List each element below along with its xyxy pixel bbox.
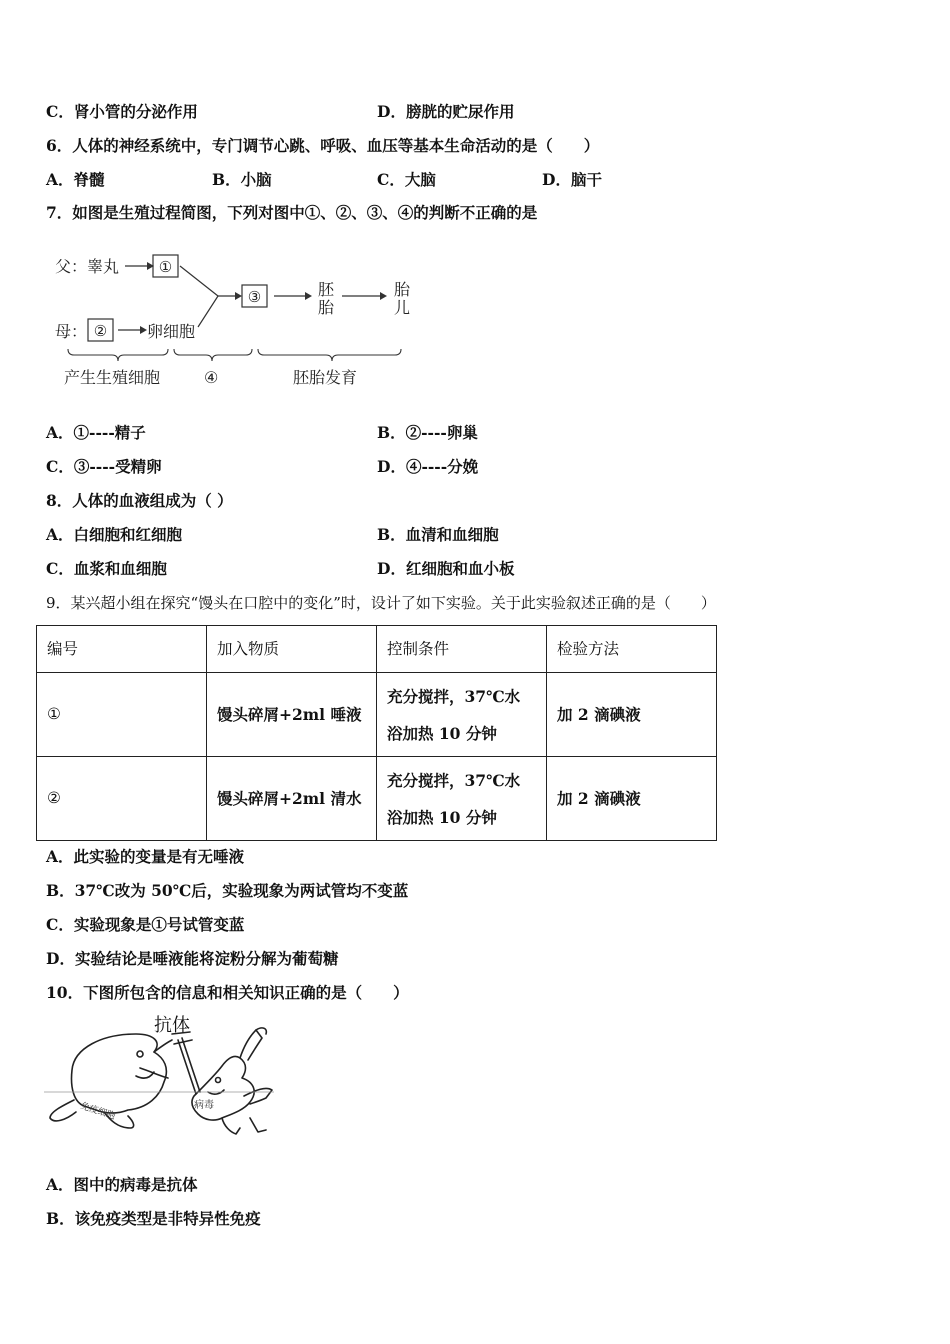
father-testis-label: 父：睾丸 — [55, 257, 120, 276]
immune-cell-label: 免疫细胞 — [79, 1101, 117, 1122]
header-method: 检验方法 — [547, 626, 717, 673]
header-id: 编号 — [37, 626, 207, 673]
q8-stem: 8．人体的血液组成为（ ） — [46, 491, 233, 510]
q9-option-c: C．实验现象是①号试管变蓝 — [46, 915, 245, 934]
q7-option-c: C．③----受精卵 — [46, 457, 162, 476]
row-condition-line-2: 浴加热 10 分钟 — [387, 723, 497, 743]
line-1-merge — [180, 266, 218, 296]
box-3-label: ③ — [247, 288, 262, 306]
q7-option-d: D．④----分娩 — [377, 457, 479, 476]
box-1-label: ① — [158, 258, 173, 276]
table-row — [37, 757, 717, 841]
embryo-label-2: 胎 — [318, 298, 335, 317]
header-substance: 加入物质 — [207, 626, 377, 673]
fetus-label-1: 胎 — [394, 280, 411, 299]
table-row — [37, 673, 717, 757]
q7-option-a: A．①----精子 — [46, 423, 146, 442]
header-condition: 控制条件 — [377, 626, 547, 673]
q7-option-b: B．②----卵巢 — [377, 423, 478, 442]
q9-option-a: A．此实验的变量是有无唾液 — [46, 847, 245, 866]
q6-option-c: C．大脑 — [377, 170, 436, 189]
row-method: 加 2 滴碘液 — [547, 673, 717, 757]
table-header-row — [37, 626, 717, 673]
row-condition-line-1: 充分搅拌，37℃水 — [387, 686, 521, 706]
antibody-label: 抗体 — [154, 1015, 190, 1036]
q5-option-d: D．膀胱的贮尿作用 — [377, 102, 515, 121]
q9-stem: 9．某兴超小组在探究“馒头在口腔中的变化”时，设计了如下实验。关于此实验叙述正确的是（ ） — [46, 594, 716, 612]
experiment-table — [36, 625, 717, 841]
stage-braces — [68, 349, 401, 361]
q5-option-c: C．肾小管的分泌作用 — [46, 102, 198, 121]
q8-option-d: D．红细胞和血小板 — [377, 559, 515, 578]
q6-option-d: D．脑干 — [542, 170, 602, 189]
box-2-label: ② — [93, 322, 108, 340]
mother-label: 母： — [55, 322, 88, 341]
q8-option-c: C．血浆和血细胞 — [46, 559, 167, 578]
reproduction-diagram — [50, 245, 420, 395]
line-egg-merge — [198, 296, 218, 327]
q6-option-b: B．小脑 — [212, 170, 272, 189]
q10-stem: 10．下图所包含的信息和相关知识正确的是（ ） — [46, 983, 409, 1002]
fetus-label-2: 儿 — [394, 298, 411, 317]
stage-gametes-label: 产生生殖细胞 — [64, 368, 161, 387]
q10-option-a: A．图中的病毒是抗体 — [46, 1175, 198, 1194]
row-id: ② — [37, 757, 207, 841]
row-substance: 馒头碎屑+2ml 清水 — [207, 757, 377, 841]
stage-development-label: 胚胎发育 — [293, 368, 358, 387]
q10-option-b: B．该免疫类型是非特异性免疫 — [46, 1209, 261, 1228]
q6-stem: 6．人体的神经系统中，专门调节心跳、呼吸、血压等基本生命活动的是（ ） — [46, 136, 600, 155]
antibody-stick — [178, 1040, 196, 1094]
q8-option-b: B．血清和血细胞 — [377, 525, 499, 544]
row-substance: 馒头碎屑+2ml 唾液 — [207, 673, 377, 757]
virus-label: 病毒 — [194, 1100, 214, 1111]
row-method: 加 2 滴碘液 — [547, 757, 717, 841]
q8-option-a: A．白细胞和红细胞 — [46, 525, 183, 544]
q7-stem: 7．如图是生殖过程简图，下列对图中①、②、③、④的判断不正确的是 — [46, 203, 538, 222]
egg-cell-label: 卵细胞 — [147, 322, 196, 341]
row-id: ① — [37, 673, 207, 757]
stage-4-label: ④ — [204, 368, 219, 387]
row-condition-line-2: 浴加热 10 分钟 — [387, 807, 497, 827]
q9-option-b: B．37℃改为 50℃后，实验现象为两试管均不变蓝 — [46, 881, 409, 900]
q6-option-a: A．脊髓 — [46, 170, 105, 189]
q9-option-d: D．实验结论是唾液能将淀粉分解为葡萄糖 — [46, 949, 339, 968]
immune-cartoon — [44, 1010, 280, 1140]
embryo-label-1: 胚 — [318, 280, 335, 299]
row-condition-line-1: 充分搅拌，37℃水 — [387, 770, 521, 790]
